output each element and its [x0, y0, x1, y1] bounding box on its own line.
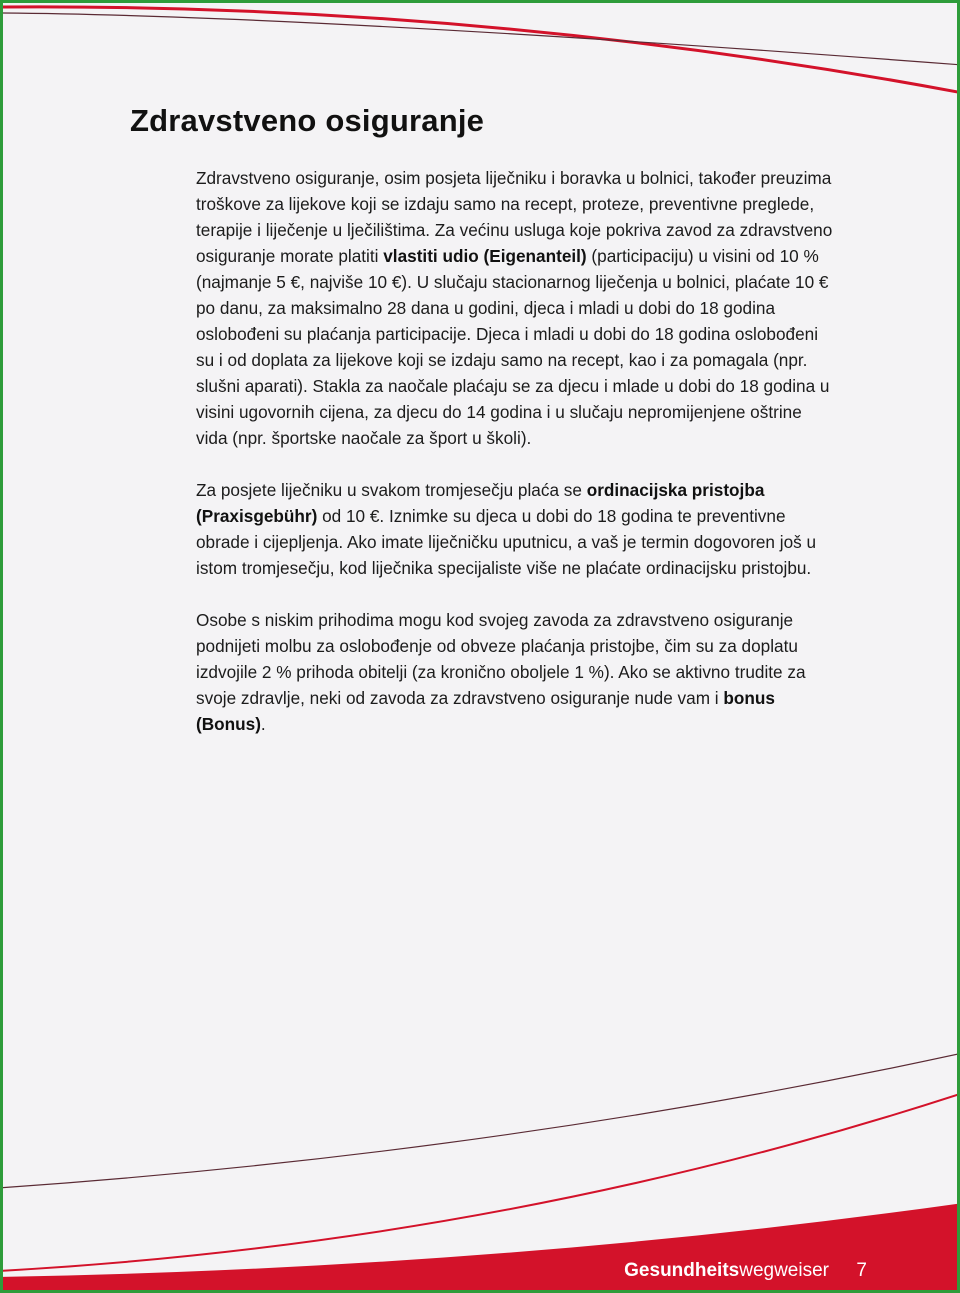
text-run: Zdravstveno osiguranje, osim posjeta liječniku i boravka u bolnici, također preuzima troškove za lijekove koji se izdaju samo na recept, proteze, preventivne preglede, terapije i liječenje u lječilištima. Za većinu usluga koje pokriva zavod za zdravstveno osiguranje morate platiti — [196, 168, 833, 266]
page-number: 7 — [856, 1260, 867, 1281]
paragraph — [196, 477, 836, 581]
bold-term: bonus (Bonus) — [196, 688, 775, 734]
footer-brand-regular: wegweiser — [739, 1260, 829, 1281]
top-dark-curve — [3, 13, 957, 65]
bold-term: ordinacijska pristojba (Praxisgebühr) — [196, 480, 765, 526]
top-red-curve — [3, 7, 957, 93]
text-run: Za posjete liječniku u svakom tromjesečju plaća se — [196, 480, 587, 500]
footer-brand — [624, 1260, 829, 1282]
body-text — [196, 165, 836, 763]
paragraph — [196, 165, 836, 451]
text-run: (participaciju) u visini od 10 % (najmanje 5 €, najviše 10 €). U slučaju stacionarnog liječenja u bolnici, plaćate 10 € po danu, za maksimalno 28 dana u godini, djeca i mladi u dobi do 18 godina oslobođeni su plaćanja participacije. Djeca i mladi u dobi do 18 godina oslobođeni su i od doplata za lijekove koji se izdaju samo na recept, kao i za pomagala (npr. slušni aparati). Stakla za naočale plaćaju se za djecu i mlade u dobi do 18 godina u visini ugovornih cijena, za djecu do 14 godina i u slučaju nepromijenjene oštrine vida (npr. športske naočale za šport u školi). — [196, 246, 830, 448]
text-run: Osobe s niskim prihodima mogu kod svojeg zavoda za zdravstveno osiguranje podnijeti molbu za oslobođenje od obveze plaćanja pristojbe, čim su za doplatu izdvojile 2 % prihoda obitelji (za kronično oboljele 1 %). Ako se aktivno trudite za svoje zdravlje, neki od zavoda za zdravstveno osiguranje nude vam i — [196, 610, 806, 708]
text-run: . — [260, 714, 266, 734]
page-title: Zdravstveno osiguranje — [130, 103, 485, 138]
bold-term: vlastiti udio (Eigenanteil) — [383, 246, 587, 266]
bottom-dark-curve — [3, 1053, 957, 1188]
text-run: od 10 €. Iznimke su djeca u dobi do 18 godina te preventivne obrade i cijepljenja. Ako imate liječničku uputnicu, a vaš je termin dogovoren još u istom tromjesečju, kod liječnika specijaliste više ne plaćate ordinacijsku pristojbu. — [196, 506, 817, 578]
footer-brand-bold: Gesundheits — [624, 1260, 740, 1281]
paragraph — [196, 607, 836, 737]
